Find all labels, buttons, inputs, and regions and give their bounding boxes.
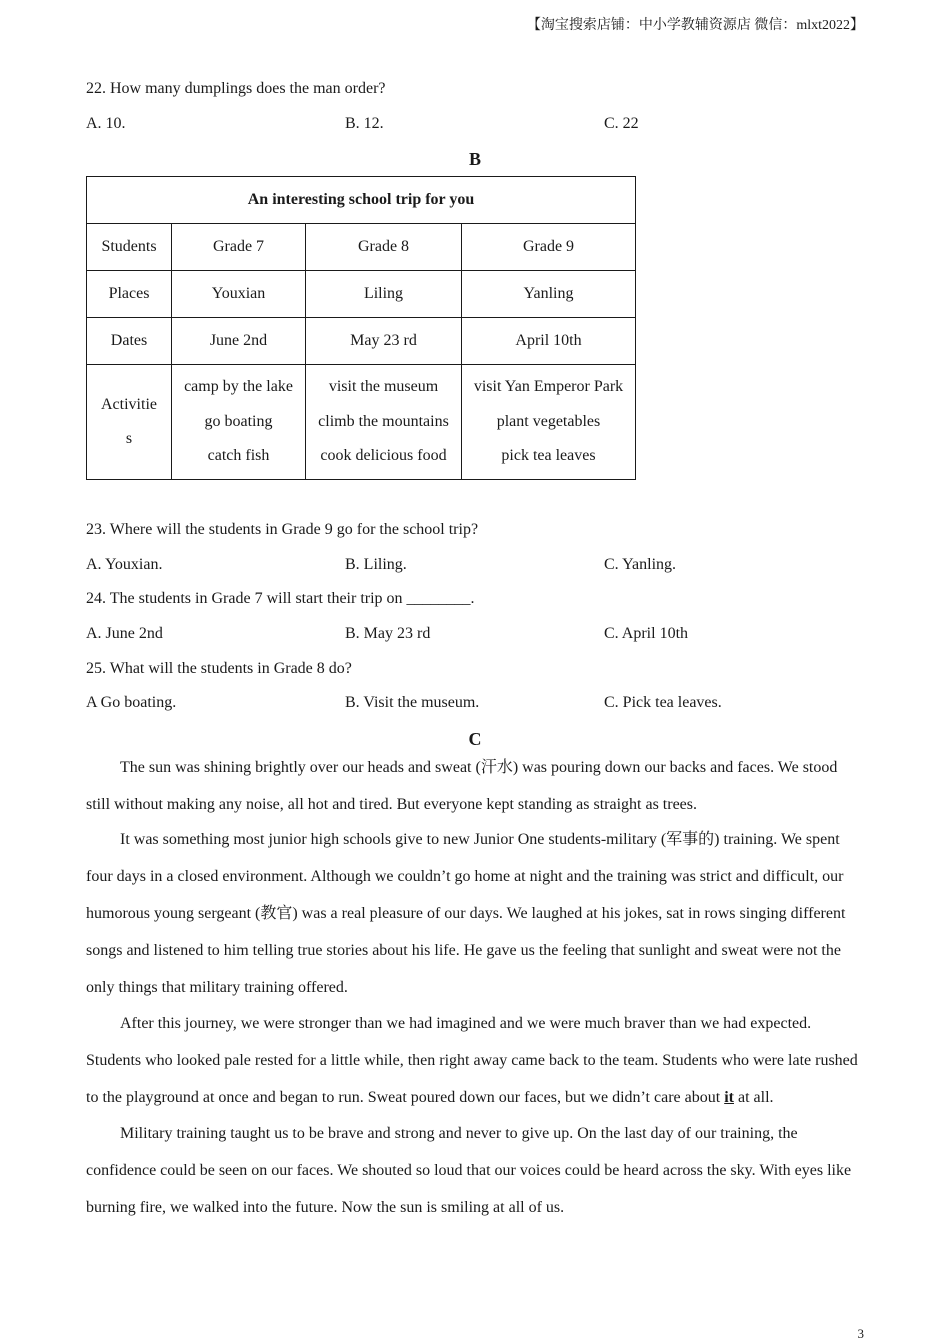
page-number: 3 (857, 1326, 864, 1341)
cell-date-g8: May 23 rd (306, 318, 462, 365)
paragraph-text: It was something most junior high schools give to new Junior One students-military (军事的) training. We spent four days in a closed environment. Although we couldn’t go home at night and the training was strict and difficult, our humorous young sergeant (教官) was a real pleasure of our days. We laughed at his jokes, sat in rows singing different songs and listened to him telling true stories about his life. He gave us the feeling that sunlight and sweat were not the only things that military training offered. (86, 831, 846, 996)
activity-item: catch fish (207, 447, 270, 465)
section-b-title: B (468, 149, 481, 169)
question-25: 25. What will the students in Grade 8 do? (86, 660, 352, 677)
cell-place-g9: Yanling (462, 271, 636, 318)
row-label-dates: Dates (87, 318, 172, 365)
cell-activities-g9 (462, 365, 636, 480)
q23-option-c: C. Yanling. (604, 556, 677, 573)
paragraph-text: After this journey, we were stronger than we had imagined and we were much braver than we had expected. Students who looked pale rested for a little while, then right away came back to the team. Students who were late rushed to the playground at once and began to run. Sweat poured down our faces, but we didn’t care about (86, 1015, 858, 1106)
question-23: 23. Where will the students in Grade 9 go for the school trip? (86, 521, 479, 538)
section-c-title: C (468, 729, 482, 749)
q24-option-c: C. April 10th (604, 625, 689, 642)
paragraph-text: Military training taught us to be brave and strong and never to give up. On the last day of our training, the confidence could be seen on our faces. We shouted so loud that our voices could be heard across the sky. With eyes like burning fire, we walked into the future. Now the sun is smiling at all of us. (86, 1125, 852, 1216)
table-row (87, 271, 636, 318)
table-title: An interesting school trip for you (87, 177, 636, 224)
table-row (87, 365, 636, 480)
paragraph-text: The sun was shining brightly over our heads and sweat (汗水) was pouring down our backs and faces. We stood still without making any noise, all hot and tired. But everyone kept standing as straight as trees. (86, 759, 838, 813)
row-label-places: Places (87, 271, 172, 318)
activity-item: cook delicious food (320, 447, 447, 465)
passage-paragraph-3 (86, 1005, 864, 1116)
cell-date-g7: June 2nd (172, 318, 306, 365)
paragraph-text-end: at all. (733, 1089, 774, 1106)
activity-item: go boating (204, 412, 273, 430)
activity-item: visit Yan Emperor Park (473, 378, 624, 396)
q23-option-b: B. Liling. (345, 556, 407, 573)
q22-option-b: B. 12. (345, 115, 384, 132)
school-trip-table (86, 176, 636, 480)
q25-option-b: B. Visit the museum. (345, 694, 480, 711)
passage-paragraph-4 (86, 1115, 864, 1226)
cell-place-g7: Youxian (172, 271, 306, 318)
q23-option-a: A. Youxian. (86, 556, 163, 573)
passage-paragraph-1 (86, 749, 864, 823)
activity-item: climb the mountains (318, 412, 449, 430)
q22-option-c: C. 22 (604, 115, 639, 132)
cell-date-g9: April 10th (462, 318, 636, 365)
cell-activities-g7 (172, 365, 306, 480)
table-row (87, 318, 636, 365)
q24-option-a: A. June 2nd (86, 625, 163, 642)
activity-item: plant vegetables (496, 412, 601, 430)
row-label-students: Students (87, 224, 172, 271)
header-note: 【淘宝搜索店铺：中小学教辅资源店 微信：mlxt2022】 (526, 18, 864, 33)
activity-item: visit the museum (328, 378, 439, 396)
question-24: 24. The students in Grade 7 will start their trip on ________. (86, 590, 475, 607)
table-row (87, 224, 636, 271)
q25-option-a: A Go boating. (86, 694, 177, 711)
q24-option-b: B. May 23 rd (345, 625, 431, 642)
underlined-word-it: it (724, 1089, 734, 1106)
activities-label-part2: s (125, 430, 133, 447)
activity-item: camp by the lake (184, 378, 293, 396)
cell-grade-7: Grade 7 (172, 224, 306, 271)
row-label-activities (87, 365, 172, 480)
cell-place-g8: Liling (306, 271, 462, 318)
question-22: 22. How many dumplings does the man order? (86, 80, 386, 97)
cell-grade-9: Grade 9 (462, 224, 636, 271)
table-title-row (87, 177, 636, 224)
q25-option-c: C. Pick tea leaves. (604, 694, 722, 711)
activity-item: pick tea leaves (501, 447, 596, 465)
passage-paragraph-2 (86, 821, 864, 1006)
cell-grade-8: Grade 8 (306, 224, 462, 271)
q22-option-a: A. 10. (86, 115, 126, 132)
cell-activities-g8 (306, 365, 462, 480)
activities-label-part1: Activitie (101, 395, 157, 413)
